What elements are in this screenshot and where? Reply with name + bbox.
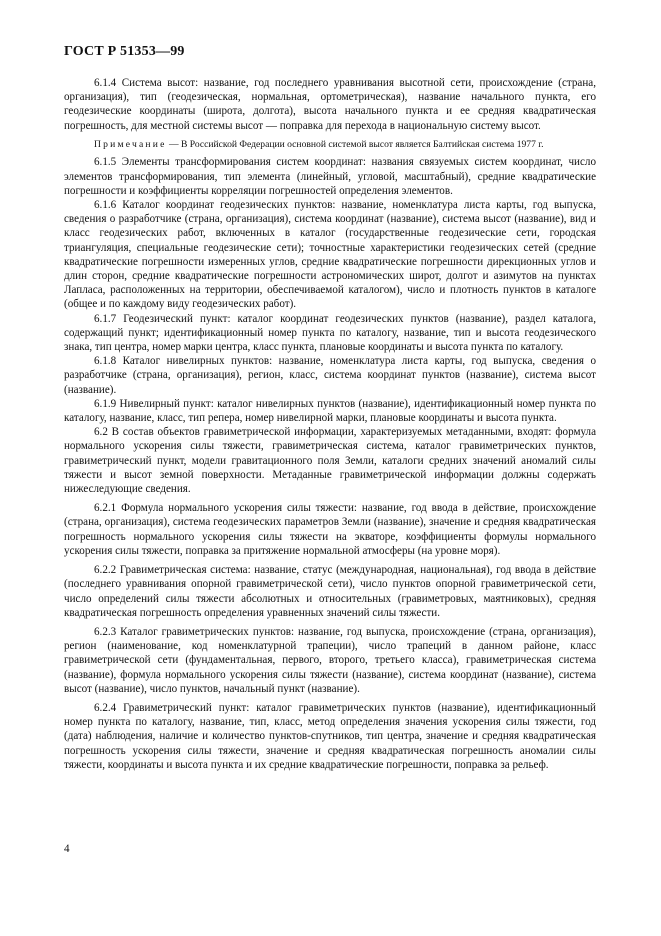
paragraph-6-1-4: 6.1.4 Система высот: название, год последнего уравнивания высотной сети, происхождение (страна, организация), тип (геодезическая, нормальная, ортометрическая), название начального пункта, его геодезические координаты (широта, долгота), высота начального пункта и ее средняя квадратическая погрешность, для местной системы высот — поправка для перехода в национальную систему высот. — [64, 77, 596, 132]
paragraph-6-1-7: 6.1.7 Геодезический пункт: каталог координат геодезических пунктов (название), раздел каталога, содержащий пункт; идентификационный номер пункта по каталогу, название, тип и высота геодезического знака, тип центра, номер марки центра, класс пункта, плановые координаты и высота пункта по каталогу. — [64, 312, 596, 354]
paragraph-6-1-6: 6.1.6 Каталог координат геодезических пунктов: название, номенклатура листа карты, год выпуска, сведения о разработчике (страна, организация), система координат (название), система высот (название), вид и класс геодезических работ, включенных в каталог (государственные геодезические сети, городская триангуляция, специальные геодезические сети); точностные характеристики геодезических сетей (средние квадратические погрешности измеренных углов, средние квадратические погрешности дирекционных углов и длин сторон, средние квадратические погрешности астрономических широт, долгот и азимутов на пунктах Лапласа, расположенных на территории, обеспечиваемой каталогом), число и плотность пунктов в каталоге (общее и по каждому виду геодезических работ). — [64, 199, 596, 311]
paragraph-6-1-5: 6.1.5 Элементы трансформирования систем координат: названия связуемых систем координат, число элементов трансформирования, тип элемента (линейный, угловой, масштабный), средние квадратические погрешности и коэффициенты корреляции погрешностей определения элементов. — [64, 156, 596, 197]
page-number: 4 — [64, 843, 70, 855]
paragraph-6-2: 6.2 В состав объектов гравиметрической информации, характеризуемых метаданными, входят: формула нормального ускорения силы тяжести, гравиметрическая система, каталог гравиметрических пунктов, гравиметрический пункт, модели гравитационного поля Земли, каталоги средних значений аномалий силы тяжести и высот земной поверхности. Метаданные гравиметрической информации должны содержать нижеследующие сведения. — [64, 426, 596, 496]
paragraph-6-1-8: 6.1.8 Каталог нивелирных пунктов: название, номенклатура листа карты, год выпуска, сведения о разработчике (страна, организация), регион, класс, система координат пунктов (название), система высот (название). — [64, 355, 596, 396]
note — [64, 139, 596, 152]
note-text: — В Российской Федерации основной системой высот является Балтийская система 1977 г. — [166, 138, 544, 150]
paragraph-6-2-1: 6.2.1 Формула нормального ускорения силы тяжести: название, год ввода в действие, происхождение (страна, организация), система геодезических параметров Земли (название), значение и средняя квадратическая погрешность нормального ускорения силы тяжести на экваторе, коэффициенты формулы нормального ускорения силы тяжести, поправка за притяжение нормальной атмосферы (на уровне моря). — [64, 502, 596, 557]
paragraph-6-2-2: 6.2.2 Гравиметрическая система: название, статус (международная, национальная), год ввода в действие (последнего уравнивания опорной гравиметрической сети), число пунктов опорной гравиметрической сети, число определений силы тяжести абсолютных и относительных (гравиметровых, маятниковых), средняя квадратическая погрешность определения уравненных значений силы тяжести. — [64, 564, 596, 619]
document-body — [64, 76, 596, 772]
document-header: ГОСТ Р 51353—99 — [64, 44, 185, 59]
note-label: Примечание — [94, 138, 167, 150]
paragraph-6-2-4: 6.2.4 Гравиметрический пункт: каталог гравиметрических пунктов (название), идентификационный номер пункта по каталогу, название, тип, класс, метод определения значения ускорения силы тяжести, год (дата) наблюдения, наличие и количество пунктов-спутников, тип центра, значение и средняя квадратическая погрешность ускорения силы тяжести, значение и средняя квадратическая погрешность аномалии силы тяжести, координаты и высота пункта и их средние квадратические погрешности, поправка за рельеф. — [64, 701, 596, 771]
paragraph-6-1-9: 6.1.9 Нивелирный пункт: каталог нивелирных пунктов (название), идентификационный номер пункта по каталогу, название, класс, тип репера, номер нивелирной марки, плановые координаты и высота пункта. — [64, 397, 596, 425]
paragraph-6-2-3: 6.2.3 Каталог гравиметрических пунктов: название, год выпуска, происхождение (страна, организация), регион (наименование, код номенклатурной трапеции), число трапеций в данном районе, класс гравиметрической сети (фундаментальная, первого, второго, третьего класса), гравиметрическая система (название), формула нормального ускорения силы тяжести (название), система координат (название), система высот (название), число пунктов, начальный пункт (название). — [64, 625, 596, 695]
